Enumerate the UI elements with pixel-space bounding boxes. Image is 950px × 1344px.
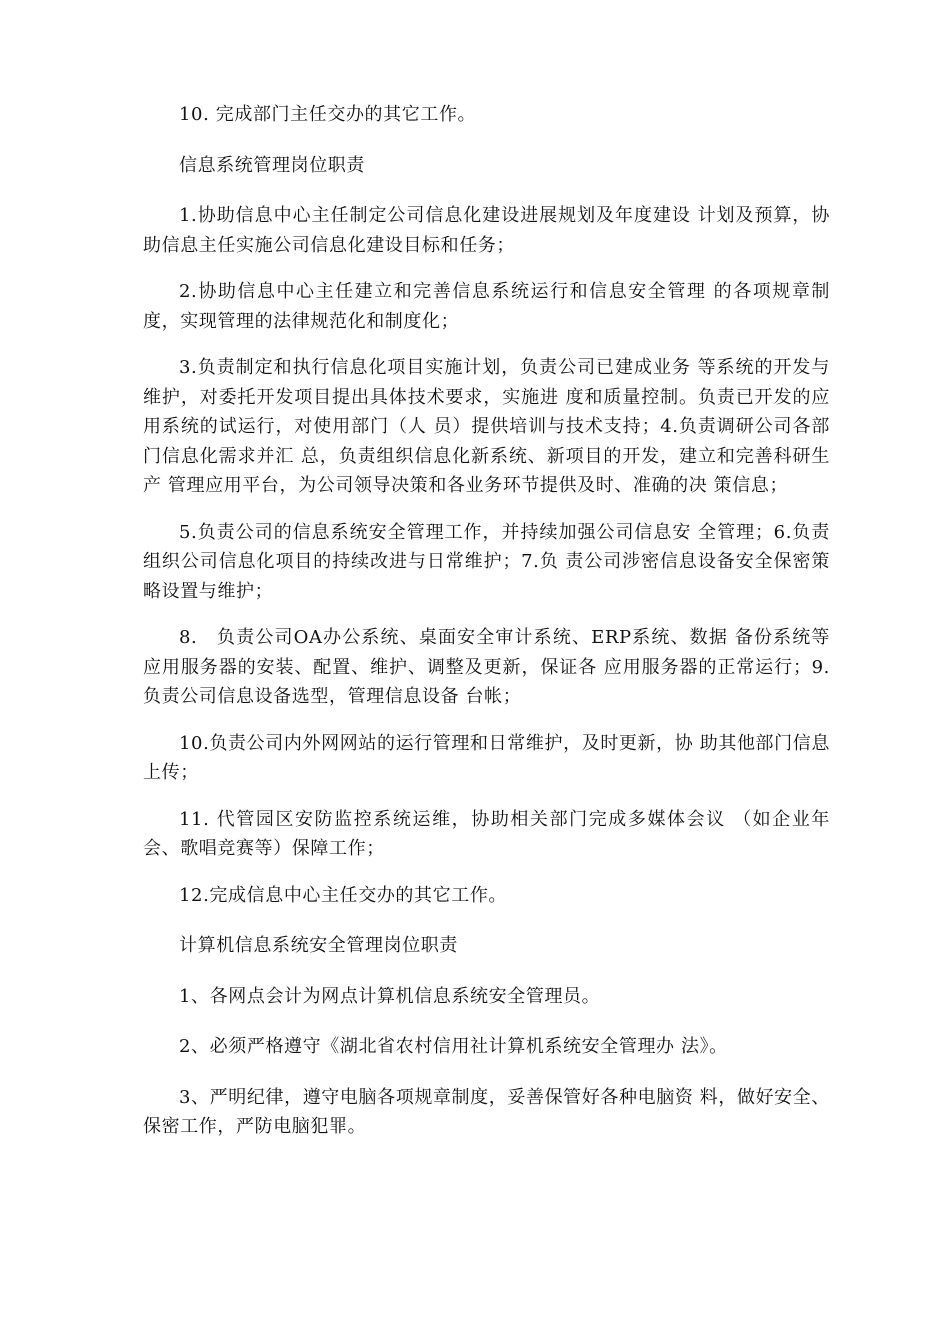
paragraph-duty-11: 11. 代管园区安防监控系统运维，协助相关部门完成多媒体会议 （如企业年会、歌唱竞赛等）保障工作； (143, 808, 830, 859)
paragraph-security-3: 3、严明纪律，遵守电脑各项规章制度，妥善保管好各种电脑资 料，做好安全、保密工作，严防电脑犯罪。 (143, 1086, 830, 1137)
paragraph-duty-5-7: 5.负责公司的信息系统安全管理工作，并持续加强公司信息安 全管理；6.负责组织公司信息化项目的持续改进与日常维护；7.负 责公司涉密信息设备安全保密策略设置与维护； (143, 521, 830, 602)
section-heading-info-system-management: 信息系统管理岗位职责 (179, 154, 365, 176)
paragraph-duty-2: 2.协助信息中心主任建立和完善信息系统运行和信息安全管理 的各项规章制度，实现管理的法律规范化和制度化； (143, 281, 830, 332)
paragraph-duty-10: 10.负责公司内外网网站的运行管理和日常维护，及时更新，协 助其他部门信息上传； (143, 732, 830, 783)
paragraph-security-2: 2、必须严格遵守《湖北省农村信用社计算机系统安全管理办 法》。 (179, 1036, 728, 1057)
section-heading-computer-security: 计算机信息系统安全管理岗位职责 (179, 935, 458, 956)
paragraph-duty-1: 1.协助信息中心主任制定公司信息化建设进展规划及年度建设 计划及预算，协助信息主任实施公司信息化建设目标和任务； (143, 205, 830, 256)
paragraph-duty-8-9: 8. 负责公司OA办公系统、桌面安全审计系统、ERP系统、数据 备份系统等应用服务器的安装、配置、维护、调整及更新，保证各 应用服务器的正常运行；9.负责公司信息设备选型，管理信息设备 台帐； (143, 627, 830, 707)
paragraph-duty-3-4: 3.负责制定和执行信息化项目实施计划，负责公司已建成业务 等系统的开发与维护，对委托开发项目提出具体技术要求，实施进 度和质量控制。负责已开发的应用系统的试运行，对使用部门（人 员）提供培训与技术支持；4.负责调研公司各部门信息化需求并汇 总，负责组织信息化新系统、新项目的开发，建立和完善科研生产 管理应用平台，为公司领导决策和各业务环节提供及时、准确的决 策信息； (143, 357, 830, 496)
paragraph-duty-12: 12.完成信息中心主任交办的其它工作。 (179, 884, 508, 906)
paragraph-security-1: 1、各网点会计为网点计算机信息系统安全管理员。 (179, 985, 601, 1007)
paragraph-dept-duty-10: 10. 完成部门主任交办的其它工作。 (179, 104, 477, 125)
